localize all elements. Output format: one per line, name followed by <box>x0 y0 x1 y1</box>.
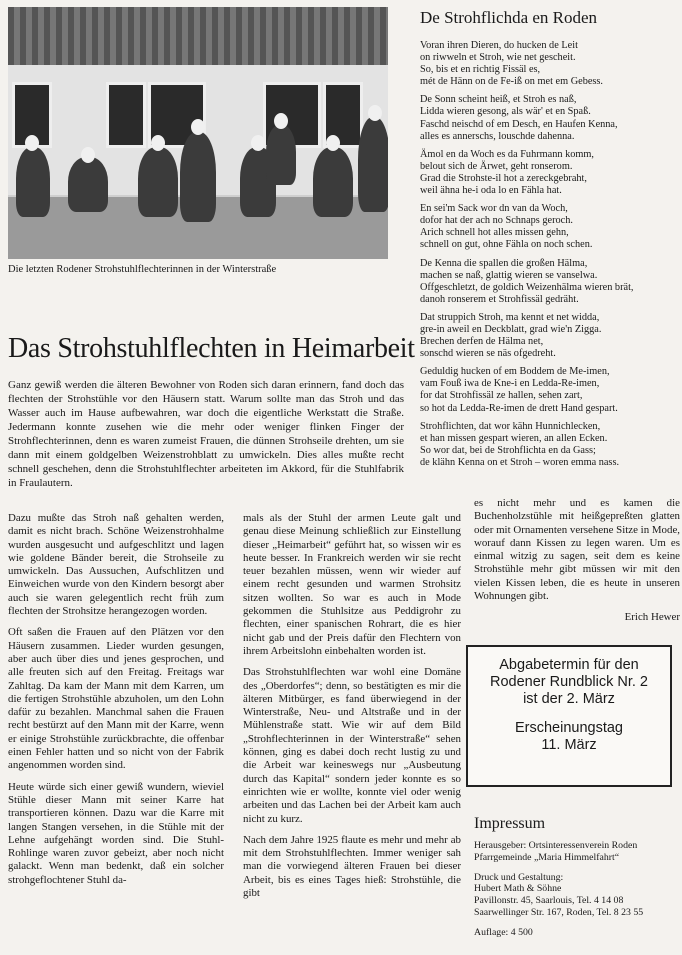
article-column-2 <box>243 512 461 908</box>
article-author: Erich Hewer <box>624 611 680 624</box>
impressum <box>474 840 643 939</box>
notice-line: ist der 2. März <box>523 691 615 707</box>
poem-stanza <box>420 94 678 142</box>
poem-title: De Strohflichda en Roden <box>420 8 598 27</box>
poem-stanza <box>420 203 678 251</box>
photo-person <box>68 157 108 212</box>
impressum-publisher: Herausgeber: Ortsinteressenverein Roden <box>474 840 638 851</box>
article-intro: Ganz gewiß werden die älteren Bewohner von Roden sich daran erinnern, fand doch das flechten der Strohstühle vor den Häusern statt. Warum sollte man das Stroh und das Wasser auch im Hause aufbewahren, war doch die eigentliche Werkstatt die Straße. Jedermann konnte zusehen wie die mehr oder weniger flinken Finger der Strohflechterinnen, denn es waren zumeist Frauen, die dünnen Strohseile drehten, um sie dann mit einem goldgelben Weizenstrohblatt zu umwickeln. Dies alles mußte recht schnell geschehen, denn die Strohstuhlflechter arbeiteten im Akkord, für die Stuhlfabrik in Fraulautern. <box>8 379 404 489</box>
poem-line: Strohflichten, dat wor kähn Hunnichlecken, <box>420 420 601 432</box>
poem-line: mét de Hänn on de Fe-iß on met em Gebess. <box>420 76 604 88</box>
photo-person <box>266 125 296 185</box>
impressum-print-label: Druck und Gestaltung: <box>474 871 564 883</box>
poem-stanza <box>420 258 678 306</box>
poem-line: De Sonn scheint heiß, et Stroh es naß, <box>420 94 577 106</box>
notice-line: Erscheinungstag <box>514 720 623 736</box>
poem-line: Faschd neischd of em Desch, en Haufen Kenna, <box>420 118 618 130</box>
notice-line: Rodener Rundblick Nr. 2 <box>490 674 648 690</box>
article-paragraph: es nicht mehr und es kamen die Buchenholzstühle mit heißgepreßten glatten oder mit Ornamenten versehene Sitze in Mode, worauf dann Kissen zu legen waren. Um es einmal witzig zu sagen, seit dem es keine Strohstühle mehr gibt müssen wir mit den vielen Kissen leben, die es heute in unseren Wohnungen gibt. <box>474 497 680 603</box>
photo-person-head <box>251 135 265 151</box>
impressum-address: Saarwellinger Str. 167, Roden, Tel. 8 23 55 <box>474 906 644 918</box>
photo-roof <box>8 7 388 65</box>
poem-line: De Kenna die spallen die großen Hälma, <box>420 257 588 269</box>
article-paragraph: Heute würde sich einer gewiß wundern, wieviel Stühle dieser Mann mit seiner Karre hat transportieren können. Dazu war die Karre mit langen Stangen versehen, in die Stühle mit der Lehne aufgehängt worden sind. Die Stuhl-Rohlinge waren zuvor gebeizt, aber noch nicht galackt. Wenn man bedenkt, daß ein solcher strohgeflochtener Stuhl da- <box>8 780 224 886</box>
article-paragraph: Das Strohstuhlflechten war wohl eine Domäne des „Oberdorfes“; denn, so bestätigten es mir die älteren Mitbürger, es fand überwiegend in der Winterstraße, Neu- und Altstraße und in der Mühlenstraße statt. Wie wir auf dem Bild „Strohflechterinnen in der Winterstraße“ sehen können, ging es dabei doch recht lustig zu und die Arbeit war keineswegs nur „Ausbeutung durch das Kapital“ sondern jeder konnte es so einrichten wie er wollte, konnte viel oder wenig arbeiten und das Lachen bei der Arbeit kam auch nicht zu kurz. <box>243 666 461 825</box>
poem-line: Offgeschletzt, de goldich Weizenhälma wieren brät, <box>420 281 634 293</box>
notice-line: 11. März <box>541 737 597 753</box>
photo-person-head <box>81 147 95 163</box>
impressum-edition: Auflage: 4 500 <box>474 926 533 938</box>
poem-line: vam Fouß iwa de Kne-i en Ledda-Re-imen, <box>420 378 600 390</box>
impressum-parish: Pfarrgemeinde „Maria Himmelfahrt“ <box>474 851 620 863</box>
deadline-notice <box>466 645 672 787</box>
poem-line: for dat Strohfissäl ze hallen, sehen zart, <box>420 390 583 402</box>
poem-line: Arich schnell hot alles missen gehn, <box>420 227 569 239</box>
poem-stanza <box>420 40 678 88</box>
article-paragraph: Dazu mußte das Stroh naß gehalten werden, damit es nicht brach. Schöne Weizenstrohhalme wurden ausgesucht und aufgeschlitzt und lagen wie goldene Bänder bereit, die Strohseile zu umwickeln. Das Aussuchen, Aufschlitzen und Einweichen wurde von den Kindern besorgt aber auch sie waren gelegentlich recht früh zum flechten der Strohsitze herangezogen worden. <box>8 512 224 618</box>
poem-line: So wor dat, bei de Strohflichta en da Gass; <box>420 444 596 456</box>
poem-line: Dat struppich Stroh, ma kennt et net widda, <box>420 311 600 323</box>
article-paragraph: Oft saßen die Frauen auf den Plätzen vor den Häusern zusammen. Lieder wurden gesungen, aber auch über dies und jenes gesprochen, und alle freuten sich auf den Freitag. Freitags war Zahltag. Da kam der Mann mit dem Karren, um die fertigen Strohstühle abzuholen, um den Lohn dafür zu bezahlen. Manchmal sahen die Frauen recht bestürzt auf den Mann mit der Karre, wenn er einige Strohstühle zurückbrachte, die offenbar einen Fehler hatten und so nicht von der Fabrik angenommen worden sind. <box>8 626 224 772</box>
photo-person <box>313 147 353 217</box>
photo-person-head <box>151 135 165 151</box>
poem-line: so hot da Ledda-Re-imen de drett Hand gespart. <box>420 402 618 414</box>
poem-stanza <box>420 421 678 469</box>
poem-line: alles es annerschs, louschde dahenna. <box>420 130 575 142</box>
article-column-3 <box>474 497 680 625</box>
photo-person-head <box>368 105 382 121</box>
poem-line: et han missen gespart wieren, an allen Ecken. <box>420 432 608 444</box>
poem-line: Ämol en da Woch es da Fuhrmann komm, <box>420 148 595 160</box>
poem-line: sonschd wieren se näs ofgedreht. <box>420 348 556 360</box>
photo-person <box>180 132 216 222</box>
notice-line: Abgabetermin für den <box>499 657 639 673</box>
article-paragraph: Nach dem Jahre 1925 flaute es mehr und mehr ab mit dem Strohstuhlflechten. Immer weniger sah man die vorwiegend älteren Frauen bei dieser Arbeit, bis es eines Tages hieß: Strohstühle, die gibt <box>243 833 461 900</box>
poem-line: Geduldig hucken of em Boddem de Me-imen, <box>420 366 610 378</box>
poem-line: Voran ihren Dieren, do hucken de Leit <box>420 40 578 51</box>
poem-line: danoh ronserem et Strohfissäl gedräht. <box>420 293 579 305</box>
photo-person <box>138 147 178 217</box>
article-headline: Das Strohstuhlflechten in Heimarbeit <box>8 333 415 364</box>
article-paragraph: mals als der Stuhl der armen Leute galt und genau diese Meinung schließlich zur Einstellung dieser „Heimarbeit“ geführt hat, so wissen wir es heute besser. In Frankreich werden wir sie recht teuer bezahlen müssen, wenn wir wieder auf einem recht gesunden und warmen Strohsitz sitzen wollten. So war es auch in Mode gekommen die Stuhlsitze aus Peddigrohr zu flechten, einer spanischen Rohrart, die es hier nicht gab und der Preis dafür den Flechtern von ihrem Arbeitslohn einbehalten worden ist. <box>243 512 461 657</box>
poem-line: de klähn Kenna on et Stroh – woren emma nass. <box>420 456 620 468</box>
photo-person-head <box>274 113 288 129</box>
photo-person-head <box>191 119 205 135</box>
poem-line: dofor hat der ach no Schnaps geroch. <box>420 215 573 227</box>
poem-line: So, bis et en richtig Fissäl es, <box>420 64 541 76</box>
article-column-1 <box>8 512 224 895</box>
poem-line: schnell on gut, ohne Fähla on noch schen. <box>420 239 593 251</box>
poem-line: En sei'm Sack wor dn van da Woch, <box>420 203 568 215</box>
impressum-title: Impressum <box>474 815 546 832</box>
poem-line: Brechen derfen de Hälma net, <box>420 336 544 348</box>
historic-photo <box>8 7 388 259</box>
poem-line: machen se naß, glattig wieren se vanselwa. <box>420 269 598 281</box>
photo-person-head <box>25 135 39 151</box>
poem-stanza <box>420 312 678 360</box>
photo-person <box>358 117 388 212</box>
poem-stanza <box>420 366 678 414</box>
poem-line: on riwweln et Stroh, wie net gescheit. <box>420 52 576 64</box>
photo-person-head <box>326 135 340 151</box>
poem <box>420 40 678 475</box>
photo-caption: Die letzten Rodener Strohstuhlflechterinnen in der Winterstraße <box>8 264 277 275</box>
impressum-address: Pavillonstr. 45, Saarlouis, Tel. 4 14 08 <box>474 895 624 907</box>
photo-person <box>16 147 50 217</box>
impressum-printer: Hubert Math & Söhne <box>474 883 562 895</box>
photo-window <box>106 82 146 148</box>
poem-line: gre-in aweil en Deckblatt, grad wie'n Zigga. <box>420 323 602 335</box>
poem-stanza <box>420 149 678 197</box>
poem-line: weil ähna he-i oda lo en Fähla hat. <box>420 185 562 197</box>
poem-line: Grad die Strohste-il hot a zereckgebraht, <box>420 172 587 184</box>
poem-line: Lidda wieren gesong, als wär' et en Spaß. <box>420 106 591 118</box>
poem-line: belout sich de Ärwet, geht ronserom. <box>420 160 573 172</box>
